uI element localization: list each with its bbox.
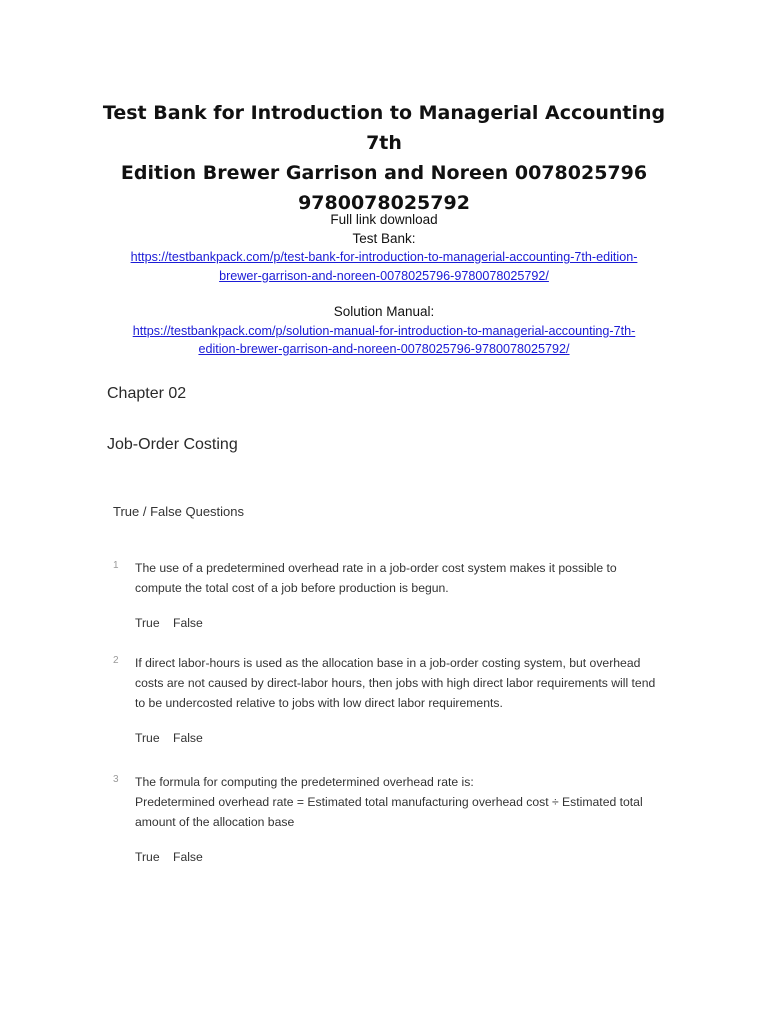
download-links — [60, 211, 708, 359]
title-line-1: Test Bank for Introduction to Managerial Accounting 7th — [102, 102, 666, 154]
question-marker: 3 — [113, 774, 119, 785]
answer-false[interactable]: False — [173, 616, 203, 630]
question-item — [113, 558, 673, 630]
question-marker: 1 — [113, 560, 119, 571]
solution-manual-link-line-1[interactable]: https://testbankpack.com/p/solution-manual-for-introduction-to-managerial-accounting-7th- — [132, 323, 636, 338]
title-line-2: Edition Brewer Garrison and Noreen 0078025796 — [120, 162, 648, 184]
answer-true[interactable]: True — [135, 731, 160, 745]
answer-options — [135, 731, 673, 745]
full-link-label: Full link download — [330, 212, 438, 227]
question-text — [135, 653, 673, 713]
question-line: amount of the allocation base — [135, 815, 295, 829]
question-text — [135, 558, 673, 598]
section-heading: True / False Questions — [113, 504, 245, 519]
question-line: to be undercosted relative to jobs with low direct labor requirements. — [135, 696, 503, 710]
test-bank-label: Test Bank: — [352, 230, 416, 246]
question-marker: 2 — [113, 655, 119, 666]
chapter-title: Job-Order Costing — [107, 436, 238, 453]
answer-false[interactable]: False — [173, 731, 203, 745]
solution-manual-link-line-2[interactable]: edition-brewer-garrison-and-noreen-0078025796-9780078025792/ — [198, 342, 570, 356]
question-line: The formula for computing the predetermined overhead rate is: — [135, 775, 474, 789]
answer-false[interactable]: False — [173, 850, 203, 864]
document-title — [84, 98, 684, 218]
question-line: compute the total cost of a job before production is begun. — [135, 581, 449, 595]
title-line-3: 9780078025792 — [298, 192, 470, 214]
answer-true[interactable]: True — [135, 616, 160, 630]
test-bank-link-line-2[interactable]: brewer-garrison-and-noreen-0078025796-9780078025792/ — [219, 268, 549, 283]
question-line: costs are not caused by direct-labor hours, then jobs with high direct labor requirements will tend — [135, 676, 656, 690]
question-item — [113, 653, 673, 745]
answer-options — [135, 850, 673, 864]
test-bank-link-line-1[interactable]: https://testbankpack.com/p/test-bank-for-introduction-to-managerial-accounting-7th-edition- — [130, 250, 638, 264]
question-line: If direct labor-hours is used as the allocation base in a job-order costing system, but overhead — [135, 656, 641, 670]
chapter-number: Chapter 02 — [107, 385, 187, 402]
answer-options — [135, 616, 673, 630]
answer-true[interactable]: True — [135, 850, 160, 864]
question-line: Predetermined overhead rate = Estimated total manufacturing overhead cost ÷ Estimated total — [135, 795, 643, 809]
question-item — [113, 772, 673, 864]
solution-manual-label: Solution Manual: — [333, 304, 435, 319]
question-line: The use of a predetermined overhead rate in a job-order cost system makes it possible to — [135, 561, 617, 575]
question-text — [135, 772, 673, 832]
